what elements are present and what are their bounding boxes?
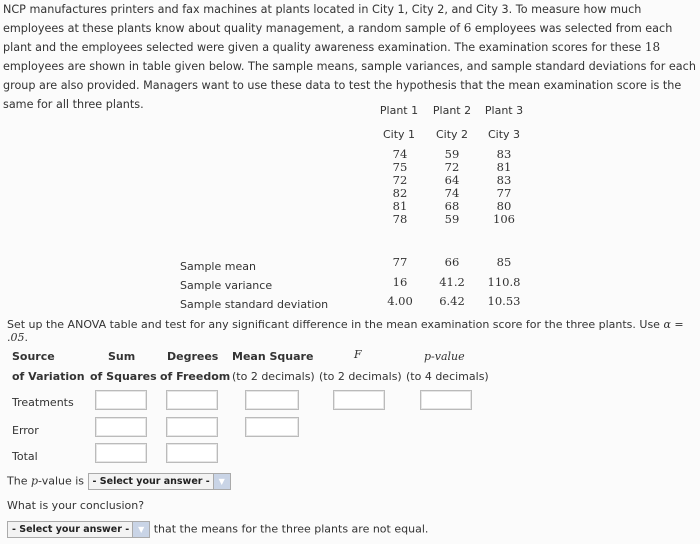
row-label-treatments: Treatments [12, 396, 74, 409]
treatments-ss-input[interactable] [95, 390, 147, 410]
scores-city-2 [432, 148, 472, 226]
chevron-down-icon: ▼ [213, 474, 230, 489]
score-cell: 74 [444, 186, 460, 200]
score-cell: 59 [444, 147, 460, 161]
score-cell: 80 [496, 199, 512, 213]
header-pvalue: p-value [424, 350, 465, 363]
total-employees: 18 [644, 40, 661, 54]
header-source: Source [12, 350, 55, 363]
header-sum: Sum [108, 350, 136, 363]
sd-city-3: 10.53 [487, 294, 521, 308]
mean-city-2: 66 [444, 255, 460, 269]
header-degrees: Degrees [167, 350, 219, 363]
variance-city-2: 41.2 [439, 275, 465, 289]
header-f-decimals: (to 2 decimals) [319, 370, 402, 383]
row-label-error: Error [12, 424, 39, 437]
error-df-input[interactable] [166, 417, 218, 437]
alpha-value: α = .05 [7, 318, 684, 344]
score-cell: 64 [444, 173, 460, 187]
f-statistic-input[interactable] [333, 390, 385, 410]
score-cell: 81 [392, 199, 408, 213]
score-cell: 82 [392, 186, 408, 200]
mean-city-1: 77 [392, 255, 408, 269]
header-p-decimals: (to 4 decimals) [406, 370, 489, 383]
header-mean-square: Mean Square [232, 350, 314, 363]
header-sum-2: of Squares [90, 370, 157, 383]
city-header-3: City 3 [487, 128, 521, 141]
variance-city-1: 16 [392, 275, 408, 289]
score-cell: 72 [392, 173, 408, 187]
sample-sd-label: Sample standard deviation [180, 298, 329, 311]
conclusion-answer-select[interactable]: - Select your answer - ▼ [7, 521, 150, 538]
p-value-input[interactable] [420, 390, 472, 410]
plant-header-3: Plant 3 [484, 104, 524, 117]
sample-size: 6 [463, 21, 472, 35]
scores-city-1 [380, 148, 420, 226]
conclusion-line: - Select your answer - ▼ that the means for the three plants are not equal. [7, 521, 428, 538]
chevron-down-icon: ▼ [132, 522, 149, 537]
score-cell: 68 [444, 199, 460, 213]
sd-city-1: 4.00 [387, 294, 413, 308]
error-ms-input[interactable] [245, 417, 299, 437]
score-cell: 83 [496, 173, 512, 187]
treatments-ms-input[interactable] [245, 390, 299, 410]
treatments-df-input[interactable] [166, 390, 218, 410]
scores-city-3 [484, 148, 524, 226]
header-degrees-2: of Freedom [160, 370, 231, 383]
header-f: F [354, 348, 362, 361]
city-header-2: City 2 [435, 128, 469, 141]
header-ms-decimals: (to 2 decimals) [232, 370, 315, 383]
sd-city-2: 6.42 [439, 294, 465, 308]
score-cell: 81 [496, 160, 512, 174]
problem-statement: NCP manufactures printers and fax machines at plants located in City 1, City 2, and City 3. To measure how much employees at these plants know about quality management, a random sample of 6 employees was selected from each plant and the employees selected were given a quality awareness examination. The examination scores for these 18 employees are shown in table given below. The sample means, sample variances, and sample standard deviations for each group are also provided. Managers want to use these data to test the hypothesis that the mean examination score is the same for all three plants. [3, 3, 696, 111]
plant-header-2: Plant 2 [432, 104, 472, 117]
plant-header-1: Plant 1 [379, 104, 419, 117]
pvalue-answer-select[interactable]: - Select your answer - ▼ [88, 473, 231, 490]
score-cell: 59 [444, 212, 460, 226]
score-cell: 72 [444, 160, 460, 174]
error-ss-input[interactable] [95, 417, 147, 437]
score-cell: 75 [392, 160, 408, 174]
score-cell: 78 [392, 212, 408, 226]
header-source-2: of Variation [12, 370, 85, 383]
pvalue-line: The p-value is - Select your answer - ▼ [7, 473, 231, 490]
total-df-input[interactable] [166, 443, 218, 463]
row-label-total: Total [12, 450, 38, 463]
score-cell: 77 [496, 186, 512, 200]
score-cell: 83 [496, 147, 512, 161]
sample-variance-label: Sample variance [180, 279, 273, 292]
anova-instruction: Set up the ANOVA table and test for any significant difference in the mean examination score for the three plants. Use α = .05. [7, 318, 684, 344]
variance-city-3: 110.8 [487, 275, 521, 289]
score-cell: 74 [392, 147, 408, 161]
city-header-1: City 1 [382, 128, 416, 141]
total-ss-input[interactable] [95, 443, 147, 463]
sample-mean-label: Sample mean [180, 260, 256, 273]
conclusion-question: What is your conclusion? [7, 499, 145, 512]
mean-city-3: 85 [496, 255, 512, 269]
score-cell: 106 [493, 212, 515, 226]
